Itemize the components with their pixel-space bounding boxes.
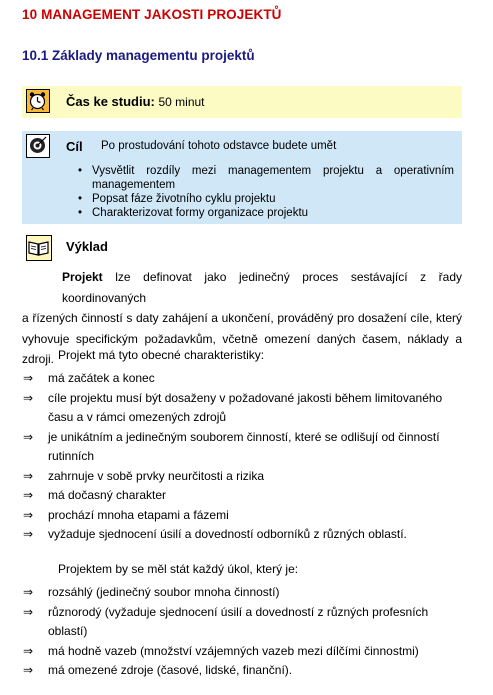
arrow-bullet-icon: ⇒ bbox=[23, 585, 34, 599]
characteristics-list bbox=[22, 369, 462, 545]
list-item bbox=[22, 603, 462, 642]
list-item bbox=[22, 506, 462, 526]
list-item-text: má začátek a konec bbox=[48, 371, 155, 385]
list-item-text: má dočasný charakter bbox=[48, 488, 167, 502]
vyklad-heading: Výklad bbox=[66, 239, 108, 254]
arrow-bullet-icon: ⇒ bbox=[23, 488, 34, 502]
target-icon bbox=[26, 134, 50, 158]
list-item-text: má hodně vazeb (množství vzájemných vazeb mezi dílčími činnostmi) bbox=[48, 643, 419, 658]
characteristics-heading: Projekt má tyto obecné charakteristiky: bbox=[58, 348, 265, 362]
list-item-text-continued: času a v rámci omezených zdrojů bbox=[48, 410, 227, 424]
goal-intro: Po prostudování tohoto odstavce budete umět bbox=[101, 140, 337, 152]
list-item bbox=[22, 486, 462, 506]
arrow-bullet-icon: ⇒ bbox=[23, 527, 34, 541]
goal-item bbox=[82, 164, 454, 192]
list-item-text-continued: rutinních bbox=[48, 449, 95, 463]
goal-item-line: • Vysvětlit rozdíly mezi managementem projektu a operativním bbox=[92, 165, 454, 177]
list-item-text: prochází mnoha etapami a fázemi bbox=[48, 507, 229, 522]
study-time-value: 50 minut bbox=[158, 95, 205, 109]
goal-item: • Popsat fáze životního cyklu projektu bbox=[82, 192, 454, 206]
arrow-bullet-icon: ⇒ bbox=[23, 429, 34, 444]
arrow-bullet-icon: ⇒ bbox=[23, 663, 34, 677]
arrow-bullet-icon: ⇒ bbox=[23, 390, 34, 405]
project-definition-paragraph: Projekt lze definovat jako jedinečný proces sestávající z řady koordinovaných a řízených činností s daty zahájení a ukončení, prováděný pro dosažení cíle, který vyhovuje specifickým požadavkům, včetně omezení daných časem, náklady a zdroji. bbox=[22, 270, 462, 366]
list-item bbox=[22, 428, 462, 467]
arrow-bullet-icon: ⇒ bbox=[23, 604, 34, 619]
list-item bbox=[22, 389, 462, 428]
list-item-text: zahrnuje v sobě prvky neurčitosti a rizika bbox=[48, 468, 265, 483]
goal-item-line: managementem bbox=[92, 179, 176, 191]
section-title: 10.1 Základy managementu projektů bbox=[22, 48, 255, 63]
list-item bbox=[22, 661, 462, 681]
list-item-text-continued: oblastí) bbox=[48, 624, 88, 638]
list-item-text: rozsáhlý (jedinečný soubor mnoha činností) bbox=[48, 585, 280, 599]
goal-box bbox=[22, 131, 462, 224]
open-book-icon bbox=[26, 235, 52, 261]
list-item-text: je unikátním a jedinečným souborem činností, které se odlišují od činností bbox=[48, 429, 440, 444]
project-term: Projekt bbox=[62, 270, 103, 284]
list-item-text: různorodý (vyžaduje sjednocení úsilí a dovedností z různých profesních bbox=[48, 604, 429, 619]
list-item-text: cíle projektu musí být dosaženy v požadované jakosti během limitovaného bbox=[48, 390, 443, 405]
study-time-label: Čas ke studiu: 50 minut bbox=[66, 94, 205, 109]
project-traits-list bbox=[22, 583, 462, 681]
arrow-bullet-icon: ⇒ bbox=[23, 643, 34, 658]
alarm-clock-icon bbox=[26, 89, 50, 113]
list-item bbox=[22, 642, 462, 662]
project-task-heading: Projektem by se měl stát každý úkol, který je: bbox=[58, 562, 299, 576]
arrow-bullet-icon: ⇒ bbox=[23, 507, 34, 522]
list-item-text: má omezené zdroje (časové, lidské, finanční). bbox=[48, 663, 293, 677]
arrow-bullet-icon: ⇒ bbox=[23, 371, 34, 385]
arrow-bullet-icon: ⇒ bbox=[23, 468, 34, 483]
goal-item: • Charakterizovat formy organizace projektu bbox=[82, 206, 454, 220]
list-item-text: vyžaduje sjednocení úsilí a dovedností odborníků z různých oblastí. bbox=[48, 527, 407, 541]
list-item bbox=[22, 467, 462, 487]
chapter-title: 10 MANAGEMENT JAKOSTI PROJEKTŮ bbox=[22, 7, 282, 22]
list-item bbox=[22, 369, 462, 389]
goal-label: Cíl bbox=[66, 139, 83, 154]
goal-list bbox=[82, 164, 454, 220]
study-time-box bbox=[22, 86, 462, 118]
list-item bbox=[22, 583, 462, 603]
list-item bbox=[22, 525, 462, 545]
